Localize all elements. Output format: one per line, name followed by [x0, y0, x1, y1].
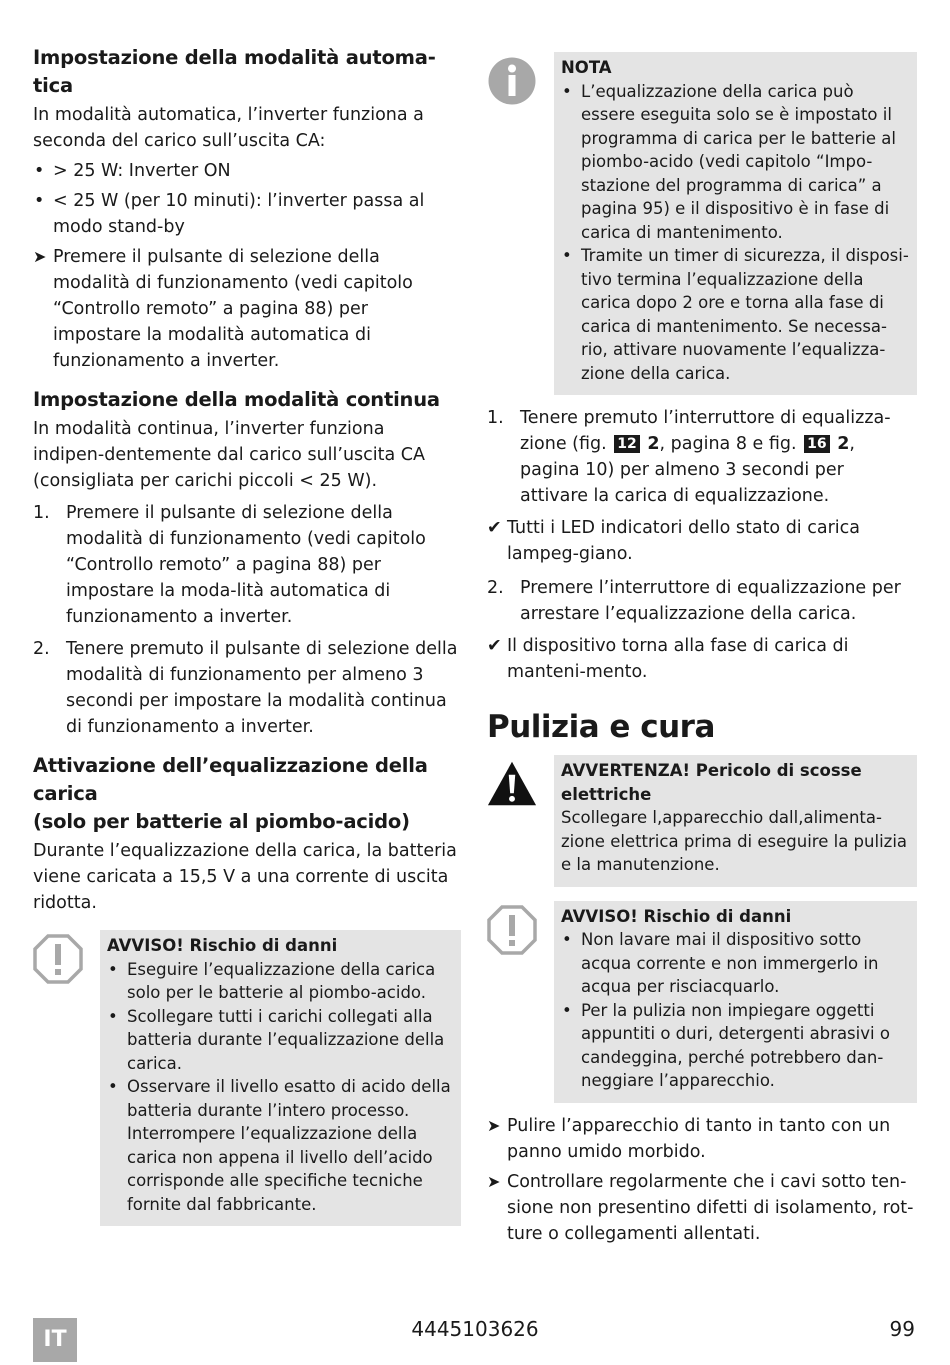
list-item: • Tramite un timer di sicurezza, il disposi-tivo termina l’equalizzazione della carica dopo 2 ore e torna alla fase di carica di mantenimento. Se necessa-rio, attivare nuovamente l’equalizza-zione della carica.	[561, 244, 909, 385]
notice-title: AVVISO! Rischio di danni	[107, 936, 338, 955]
figure-ref-badge: 12	[614, 435, 639, 453]
list-item: • L’equalizzazione della carica può essere eseguita solo se è impostato il programma di carica per le batterie al piombo-acido (vedi capitolo “Impo-stazione del programma di carica” a pagina 95) e il dispositivo è in fase di carica di mantenimento.	[561, 80, 909, 245]
list-item: • Scollegare tutti i carichi collegati alla batteria durante l’equalizzazione della carica.	[107, 1005, 453, 1076]
notice-content	[554, 901, 917, 1103]
warning-text: Scollegare l,apparecchio dall,alimenta-zione elettrica prima di eseguire la pulizia e la manutenzione.	[561, 808, 908, 874]
nota-box	[487, 52, 917, 395]
section-title: Pulizia e cura	[487, 709, 715, 745]
list-item: 2. Premere l’interruttore di equalizzazione per arrestare l’equalizzazione della carica.	[487, 578, 901, 624]
nota-content	[554, 52, 917, 395]
equalization-steps	[487, 405, 917, 509]
result-2: ✔ Il dispositivo torna alla fase di carica di manteni-mento.	[487, 633, 917, 685]
equalization-intro: Durante l’equalizzazione della carica, la batteria viene caricata a 15,5 V a una corrente di uscita ridotta.	[33, 841, 457, 913]
language-badge: IT	[33, 1318, 77, 1362]
list-item: • Per la pulizia non impiegare oggetti appuntiti o duri, detergenti abrasivi o candeggina, perché potrebbero dan-neggiare l’apparecchio.	[561, 999, 909, 1093]
continuous-mode-steps	[33, 500, 461, 740]
notice-title: AVVISO! Rischio di danni	[561, 906, 792, 926]
nota-title: NOTA	[561, 58, 612, 77]
continuous-mode-heading: Impostazione della modalità continua	[33, 388, 440, 411]
check-icon: ✔	[487, 518, 502, 538]
warning-triangle-icon	[487, 759, 537, 809]
list-item: 2. Tenere premuto il pulsante di selezione della modalità di funzionamento per almeno 3 secondi per impostare la modalità continua di funzionamento a inverter.	[33, 639, 458, 737]
warning-content	[554, 755, 917, 887]
cleaning-action-2: ➤ Controllare regolarmente che i cavi sotto ten-sione non presentino difetti di isolamento, rot-ture o collegamenti allentati.	[487, 1169, 917, 1247]
list-item: 1. Tenere premuto l’interruttore di equalizza-zione (fig. 12 2, pagina 8 e fig. 16 2, pagina 10) per almeno 3 secondi per attivare la carica di equalizzazione.	[487, 408, 891, 506]
check-icon: ✔	[487, 636, 502, 656]
info-icon	[487, 56, 537, 106]
list-item: • > 25 W: Inverter ON	[33, 158, 461, 184]
result-1: ✔ Tutti i LED indicatori dello stato di carica lampeg-giano.	[487, 515, 917, 567]
notice-damage-box	[487, 901, 917, 1103]
left-column	[33, 44, 461, 1226]
list-item: 1. Premere il pulsante di selezione della modalità di funzionamento (vedi capitolo “Controllo remoto” a pagina 88) per impostare la moda-lità automatica di funzionamento a inverter.	[33, 503, 426, 627]
right-column	[487, 44, 917, 1247]
notice-octagon-icon	[487, 905, 537, 955]
continuous-mode-intro: In modalità continua, l’inverter funziona indipen-dentemente dal carico sull’uscita CA (consigliata per carichi piccoli < 25 W).	[33, 419, 425, 491]
notice-damage-box	[33, 930, 461, 1226]
warning-title: AVVERTENZA! Pericolo di scosse elettriche	[561, 761, 862, 804]
list-item: • < 25 W (per 10 minuti): l’inverter passa al modo stand-by	[33, 188, 461, 240]
auto-mode-intro: In modalità automatica, l’inverter funziona a seconda del carico sull’uscita CA:	[33, 105, 424, 151]
list-item: • Eseguire l’equalizzazione della carica solo per le batterie al piombo-acido.	[107, 958, 453, 1005]
action-arrow-icon: ➤	[33, 247, 47, 266]
document-number: 4445103626	[411, 1317, 539, 1341]
auto-mode-bullets	[33, 158, 461, 240]
list-item: • Osservare il livello esatto di acido della batteria durante l’intero processo. Interrompere l’equalizzazione della carica non appena il livello dell’acido corrisponde alle specifiche tecniche fornite dal fabbricante.	[107, 1075, 453, 1216]
notice-content	[100, 930, 461, 1226]
figure-ref-badge: 16	[804, 435, 829, 453]
auto-mode-heading: Impostazione della modalità automa-tica	[33, 46, 436, 97]
cleaning-action-1: ➤ Pulire l’apparecchio di tanto in tanto con un panno umido morbido.	[487, 1113, 917, 1165]
equalization-heading: Attivazione dell’equalizzazione della carica (solo per batterie al piombo-acido)	[33, 754, 428, 833]
action-arrow-icon: ➤	[487, 1171, 501, 1191]
warning-box	[487, 755, 917, 887]
list-item: • Non lavare mai il dispositivo sotto acqua corrente e non immergerlo in acqua per risciacquarlo.	[561, 928, 909, 999]
page-number: 99	[889, 1317, 915, 1341]
auto-mode-action: ➤ Premere il pulsante di selezione della modalità di funzionamento (vedi capitolo “Controllo remoto” a pagina 88) per impostare la modalità automatica di funzionamento a inverter.	[33, 244, 461, 374]
action-arrow-icon: ➤	[487, 1115, 501, 1135]
notice-octagon-icon	[33, 934, 83, 984]
